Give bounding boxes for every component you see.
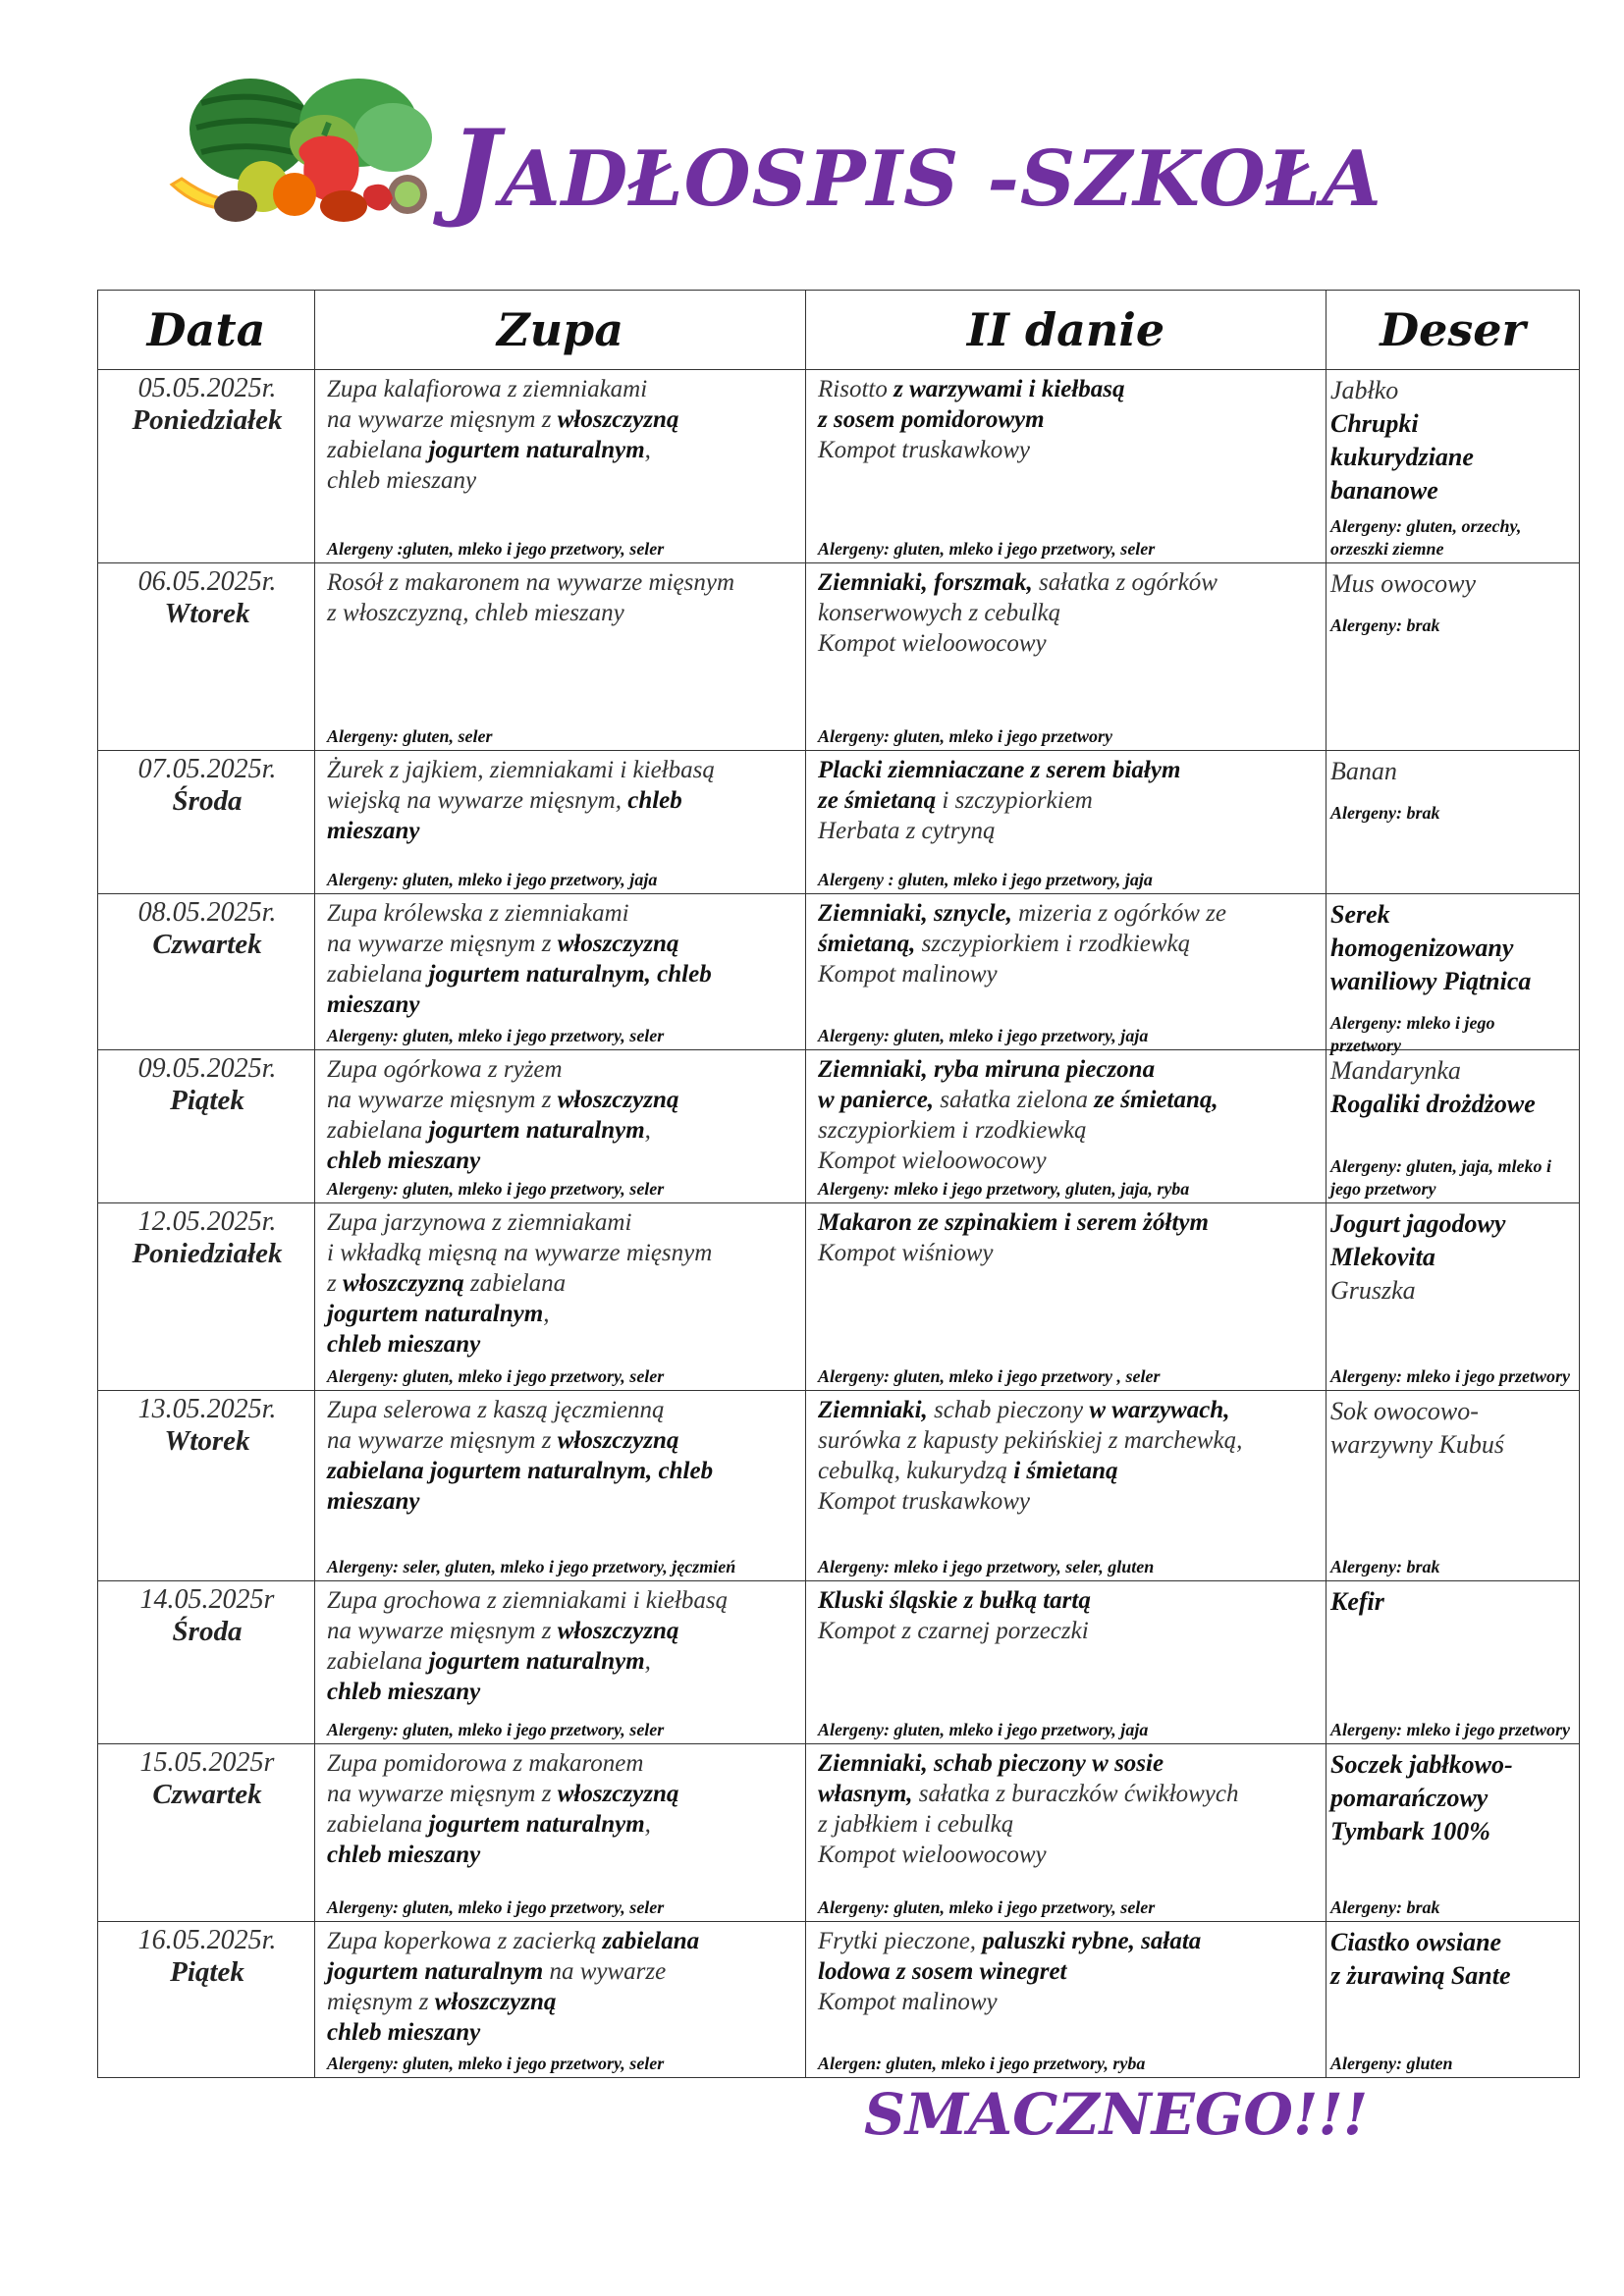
menu-line: jogurtem naturalnym, bbox=[327, 1301, 550, 1327]
allergens-note: Alergeny: brak bbox=[1330, 1557, 1440, 1576]
menu-line: Risotto z warzywami i kiełbasą bbox=[818, 376, 1125, 402]
date-cell bbox=[98, 370, 315, 563]
menu-line: Herbata z cytryną bbox=[818, 818, 996, 844]
main-dish-cell bbox=[806, 1050, 1326, 1203]
menu-line: Kompot wiśniowy bbox=[818, 1240, 994, 1266]
menu-line: Kompot wieloowocowy bbox=[818, 630, 1047, 657]
menu-line: z sosem pomidorowym bbox=[818, 406, 1045, 433]
allergens-note: Alergeny: mleko i jego przetwory bbox=[1330, 1366, 1570, 1386]
menu-line: Kompot wieloowocowy bbox=[818, 1842, 1047, 1868]
menu-line: Zupa selerowa z kaszą jęczmienną bbox=[327, 1397, 665, 1423]
allergens-note: Alergeny: gluten, mleko i jego przetwory, seler bbox=[327, 1179, 665, 1199]
menu-line: Zupa ogórkowa z ryżem bbox=[327, 1056, 563, 1083]
allergens-note: Alergeny: mleko i jego przetwory bbox=[1330, 1720, 1570, 1739]
date-value: 07.05.2025r. bbox=[137, 754, 277, 784]
menu-line: homogenizowany bbox=[1330, 934, 1514, 962]
menu-line: Gruszka bbox=[1330, 1276, 1416, 1305]
menu-table bbox=[97, 290, 1580, 2078]
menu-line: Kompot wieloowocowy bbox=[818, 1148, 1047, 1174]
menu-line: wiejską na wywarze mięsnym, chleb bbox=[327, 787, 682, 814]
date-cell bbox=[98, 1050, 315, 1203]
date-value: 05.05.2025r. bbox=[137, 373, 277, 403]
menu-line: Kompot truskawkowy bbox=[818, 1488, 1030, 1515]
menu-line: Frytki pieczone, paluszki rybne, sałata bbox=[818, 1928, 1202, 1954]
menu-line: surówka z kapusty pekińskiej z marchewką, bbox=[818, 1427, 1243, 1454]
menu-line: Mus owocowy bbox=[1330, 569, 1477, 598]
menu-line: na wywarze mięsnym z włoszczyzną bbox=[327, 1087, 679, 1113]
allergens-note: Alergeny: gluten, seler bbox=[327, 726, 493, 746]
table-row bbox=[98, 1050, 1580, 1203]
menu-line: zabielana jogurtem naturalnym, bbox=[327, 1811, 651, 1838]
table-header-row bbox=[98, 291, 1580, 370]
allergens-note: Alergeny: gluten, mleko i jego przetwory, seler bbox=[327, 1366, 665, 1386]
date-cell bbox=[98, 1922, 315, 2078]
menu-line: Ziemniaki, schab pieczony w sosie bbox=[818, 1750, 1164, 1777]
date-value: 15.05.2025r bbox=[139, 1747, 275, 1778]
menu-line: Ciastko owsiane bbox=[1330, 1928, 1502, 1956]
main-dish-cell bbox=[806, 1922, 1326, 2078]
menu-line: Chrupki bbox=[1330, 409, 1419, 438]
date-value: 08.05.2025r. bbox=[137, 897, 277, 928]
table-row bbox=[98, 370, 1580, 563]
allergens-note: Alergeny: mleko i jego przetwory, gluten, jaja, ryba bbox=[818, 1179, 1190, 1199]
menu-line: konserwowych z cebulką bbox=[818, 600, 1061, 626]
menu-line: chleb mieszany bbox=[327, 467, 477, 494]
menu-line: zabielana jogurtem naturalnym, bbox=[327, 1117, 651, 1144]
menu-line: chleb mieszany bbox=[327, 1679, 481, 1705]
menu-line: Kompot malinowy bbox=[818, 961, 998, 988]
menu-line: własnym, sałatka z buraczków ćwikłowych bbox=[818, 1781, 1239, 1807]
menu-line: Jabłko bbox=[1330, 376, 1399, 404]
menu-line: Kompot malinowy bbox=[818, 1989, 998, 2015]
main-dish-cell bbox=[806, 370, 1326, 563]
date-value: 12.05.2025r. bbox=[137, 1206, 277, 1237]
date-value: 14.05.2025r bbox=[139, 1584, 275, 1615]
menu-line: Sok owocowo- bbox=[1330, 1397, 1479, 1425]
dessert-cell bbox=[1326, 370, 1580, 563]
main-dish-cell bbox=[806, 1744, 1326, 1922]
menu-line: pomarańczowy bbox=[1330, 1784, 1489, 1812]
menu-line: zabielana jogurtem naturalnym, chleb bbox=[327, 961, 712, 988]
allergens-note: Alergeny: mleko i jego przetwory, seler, gluten bbox=[818, 1557, 1155, 1576]
allergens-note: Alergeny : gluten, mleko i jego przetwory, jaja bbox=[818, 870, 1153, 889]
soup-cell bbox=[315, 370, 806, 563]
menu-line: śmietaną, szczypiorkiem i rzodkiewką bbox=[818, 931, 1191, 957]
menu-line: Ziemniaki, schab pieczony w warzywach, bbox=[818, 1397, 1230, 1423]
dessert-cell bbox=[1326, 563, 1580, 751]
main-dish-cell bbox=[806, 563, 1326, 751]
date-cell bbox=[98, 1581, 315, 1744]
main-dish-cell bbox=[806, 1391, 1326, 1581]
allergens-note: Alergeny: brak bbox=[1330, 803, 1440, 823]
dessert-cell bbox=[1326, 751, 1580, 894]
menu-line: Zupa jarzynowa z ziemniakami bbox=[327, 1209, 632, 1236]
allergens-note: Alergeny: gluten, mleko i jego przetwory, seler bbox=[327, 1720, 665, 1739]
table-row bbox=[98, 751, 1580, 894]
menu-line: lodowa z sosem winegret bbox=[818, 1958, 1067, 1985]
main-dish-cell bbox=[806, 894, 1326, 1050]
date-cell bbox=[98, 894, 315, 1050]
menu-line: ze śmietaną i szczypiorkiem bbox=[818, 787, 1093, 814]
allergens-note: Alergeny: gluten, mleko i jego przetwory, seler bbox=[327, 1897, 665, 1917]
title-rest: ADŁOSPIS -SZKOŁA bbox=[501, 134, 1382, 224]
menu-line: Mandarynka bbox=[1330, 1056, 1461, 1085]
weekday: Wtorek bbox=[164, 598, 250, 629]
menu-line: Soczek jabłkowo- bbox=[1330, 1750, 1513, 1779]
footer-message: SMACZNEGO!!! bbox=[864, 2081, 1369, 2148]
menu-line: mieszany bbox=[327, 1488, 420, 1515]
allergens-note: Alergeny: gluten, mleko i jego przetwory, seler bbox=[327, 2054, 665, 2073]
table-row bbox=[98, 1744, 1580, 1922]
menu-line: kukurydziane bbox=[1330, 443, 1474, 471]
menu-line: z żurawiną Sante bbox=[1330, 1961, 1511, 1990]
table-row bbox=[98, 563, 1580, 751]
menu-line: Zupa koperkowa z zacierką zabielana bbox=[327, 1928, 700, 1954]
weekday: Piątek bbox=[170, 1085, 244, 1116]
menu-line: z włoszczyzną, chleb mieszany bbox=[327, 600, 624, 626]
weekday: Środa bbox=[172, 1616, 243, 1647]
weekday: Poniedziałek bbox=[132, 404, 283, 436]
header bbox=[157, 69, 1532, 255]
menu-line: mieszany bbox=[327, 818, 420, 844]
date-cell bbox=[98, 1391, 315, 1581]
menu-line: mięsnym z włoszczyzną bbox=[327, 1989, 557, 2015]
menu-line: i wkładką mięsną na wywarze mięsnym bbox=[327, 1240, 713, 1266]
weekday: Wtorek bbox=[164, 1425, 250, 1457]
menu-line: na wywarze mięsnym z włoszczyzną bbox=[327, 1781, 679, 1807]
column-header-dessert: Deser bbox=[1326, 291, 1580, 370]
page-title bbox=[450, 107, 1382, 231]
table-row bbox=[98, 1581, 1580, 1744]
column-header-date: Data bbox=[98, 291, 315, 370]
menu-line: zabielana jogurtem naturalnym, bbox=[327, 437, 651, 463]
main-dish-cell bbox=[806, 1203, 1326, 1391]
menu-line: na wywarze mięsnym z włoszczyzną bbox=[327, 931, 679, 957]
allergens-note: Alergeny: gluten, mleko i jego przetwory bbox=[818, 726, 1112, 746]
soup-cell bbox=[315, 1744, 806, 1922]
menu-line: zabielana jogurtem naturalnym, chleb bbox=[327, 1458, 714, 1484]
menu-line: Zupa grochowa z ziemniakami i kiełbasą bbox=[327, 1587, 729, 1614]
allergens-note: Alergeny: gluten, mleko i jego przetwory, jaja bbox=[818, 1026, 1149, 1045]
allergens-note: Alergeny: brak bbox=[1330, 615, 1440, 635]
dessert-cell bbox=[1326, 894, 1580, 1055]
soup-cell bbox=[315, 563, 806, 751]
table-row bbox=[98, 1391, 1580, 1581]
menu-line: jogurtem naturalnym na wywarze bbox=[327, 1958, 667, 1985]
weekday: Poniedziałek bbox=[132, 1238, 283, 1269]
soup-cell bbox=[315, 1203, 806, 1391]
allergens-note: Alergeny: gluten, mleko i jego przetwory, seler bbox=[818, 539, 1156, 559]
dessert-cell bbox=[1326, 1922, 1580, 2078]
menu-line: waniliowy Piątnica bbox=[1330, 967, 1532, 995]
date-cell bbox=[98, 1203, 315, 1391]
title-initial: J bbox=[450, 107, 502, 231]
weekday: Piątek bbox=[170, 1956, 244, 1988]
menu-line: zabielana jogurtem naturalnym, bbox=[327, 1648, 651, 1675]
menu-line: Zupa pomidorowa z makaronem bbox=[327, 1750, 644, 1777]
menu-line: Ziemniaki, sznycle, mizeria z ogórków ze bbox=[818, 900, 1226, 927]
menu-line: z jabłkiem i cebulką bbox=[818, 1811, 1014, 1838]
menu-line: bananowe bbox=[1330, 476, 1438, 505]
menu-line: warzywny Kubuś bbox=[1330, 1430, 1504, 1459]
dessert-cell bbox=[1326, 1050, 1580, 1203]
allergens-note: Alergeny: gluten, mleko i jego przetwory, jaja bbox=[818, 1720, 1149, 1739]
menu-line: Zupa kalafiorowa z ziemniakami bbox=[327, 376, 648, 402]
soup-cell bbox=[315, 1922, 806, 2078]
menu-line: na wywarze mięsnym z włoszczyzną bbox=[327, 406, 679, 433]
menu-line: z włoszczyzną zabielana bbox=[327, 1270, 567, 1297]
date-cell bbox=[98, 751, 315, 894]
menu-line: chleb mieszany bbox=[327, 1842, 481, 1868]
column-header-main: II danie bbox=[806, 291, 1326, 370]
menu-line: Zupa królewska z ziemniakami bbox=[327, 900, 629, 927]
date-value: 16.05.2025r. bbox=[137, 1925, 277, 1955]
dessert-cell bbox=[1326, 1581, 1580, 1744]
menu-line: Mlekovita bbox=[1330, 1243, 1435, 1271]
dessert-cell bbox=[1326, 1203, 1580, 1391]
dessert-cell bbox=[1326, 1391, 1580, 1581]
menu-line: cebulką, kukurydzą i śmietaną bbox=[818, 1458, 1118, 1484]
menu-line: Rogaliki drożdżowe bbox=[1330, 1090, 1536, 1118]
main-dish-cell bbox=[806, 1581, 1326, 1744]
menu-line: mieszany bbox=[327, 991, 420, 1018]
dessert-cell bbox=[1326, 1744, 1580, 1922]
menu-line: chleb mieszany bbox=[327, 2019, 481, 2046]
date-value: 06.05.2025r. bbox=[137, 566, 277, 597]
allergens-note: Alergeny: gluten, mleko i jego przetwory, seler bbox=[818, 1897, 1156, 1917]
allergens-note: Alergeny: seler, gluten, mleko i jego przetwory, jęczmień bbox=[327, 1557, 736, 1576]
menu-line: chleb mieszany bbox=[327, 1331, 481, 1358]
menu-line: Banan bbox=[1330, 757, 1397, 785]
soup-cell bbox=[315, 1581, 806, 1744]
allergens-note: Alergeny: gluten, mleko i jego przetwory, seler bbox=[327, 1026, 665, 1045]
date-value: 09.05.2025r. bbox=[137, 1053, 277, 1084]
fruit-vegetables-icon bbox=[157, 69, 442, 236]
date-value: 13.05.2025r. bbox=[137, 1394, 277, 1424]
menu-line: w panierce, sałatka zielona ze śmietaną, bbox=[818, 1087, 1218, 1113]
allergens-note: Alergeny: gluten bbox=[1330, 2054, 1453, 2073]
table-row bbox=[98, 894, 1580, 1050]
menu-line: Kompot z czarnej porzeczki bbox=[818, 1618, 1089, 1644]
weekday: Środa bbox=[172, 785, 243, 817]
menu-line: na wywarze mięsnym z włoszczyzną bbox=[327, 1427, 679, 1454]
menu-line: Rosół z makaronem na wywarze mięsnym bbox=[327, 569, 735, 596]
allergens-note: Alergen: gluten, mleko i jego przetwory, ryba bbox=[818, 2054, 1146, 2073]
soup-cell bbox=[315, 894, 806, 1050]
column-header-soup: Zupa bbox=[315, 291, 806, 370]
menu-line: Kluski śląskie z bułką tartą bbox=[818, 1587, 1091, 1614]
menu-line: Ziemniaki, ryba miruna pieczona bbox=[818, 1056, 1156, 1083]
menu-line: na wywarze mięsnym z włoszczyzną bbox=[327, 1618, 679, 1644]
allergens-note: Alergeny: gluten, jaja, mleko i jego przetwory bbox=[1330, 1156, 1551, 1199]
menu-line: Kefir bbox=[1330, 1587, 1384, 1616]
soup-cell bbox=[315, 1050, 806, 1203]
allergens-note: Alergeny: gluten, mleko i jego przetwory, jaja bbox=[327, 870, 658, 889]
menu-line: Tymbark 100% bbox=[1330, 1817, 1490, 1845]
soup-cell bbox=[315, 751, 806, 894]
menu-line: Makaron ze szpinakiem i serem żółtym bbox=[818, 1209, 1209, 1236]
menu-line: Żurek z jajkiem, ziemniakami i kiełbasą bbox=[327, 757, 715, 783]
date-cell bbox=[98, 1744, 315, 1922]
allergens-note: Alergeny: brak bbox=[1330, 1897, 1440, 1917]
allergens-note: Alergeny: mleko i jego przetwory bbox=[1330, 1013, 1495, 1055]
allergens-note: Alergeny: gluten, orzechy, orzeszki ziemne bbox=[1330, 516, 1522, 559]
weekday: Czwartek bbox=[152, 929, 262, 960]
menu-line: Serek bbox=[1330, 900, 1390, 929]
menu-line: szczypiorkiem i rzodkiewką bbox=[818, 1117, 1087, 1144]
allergens-note: Alergeny: gluten, mleko i jego przetwory , seler bbox=[818, 1366, 1161, 1386]
date-cell bbox=[98, 563, 315, 751]
menu-line: Placki ziemniaczane z serem białym bbox=[818, 757, 1181, 783]
main-dish-cell bbox=[806, 751, 1326, 894]
allergens-note: Alergeny :gluten, mleko i jego przetwory, seler bbox=[327, 539, 665, 559]
menu-line: Jogurt jagodowy bbox=[1330, 1209, 1506, 1238]
soup-cell bbox=[315, 1391, 806, 1581]
weekday: Czwartek bbox=[152, 1779, 262, 1810]
menu-line: chleb mieszany bbox=[327, 1148, 481, 1174]
menu-line: Ziemniaki, forszmak, sałatka z ogórków bbox=[818, 569, 1218, 596]
table-row bbox=[98, 1922, 1580, 2078]
menu-line: Kompot truskawkowy bbox=[818, 437, 1030, 463]
table-row bbox=[98, 1203, 1580, 1391]
